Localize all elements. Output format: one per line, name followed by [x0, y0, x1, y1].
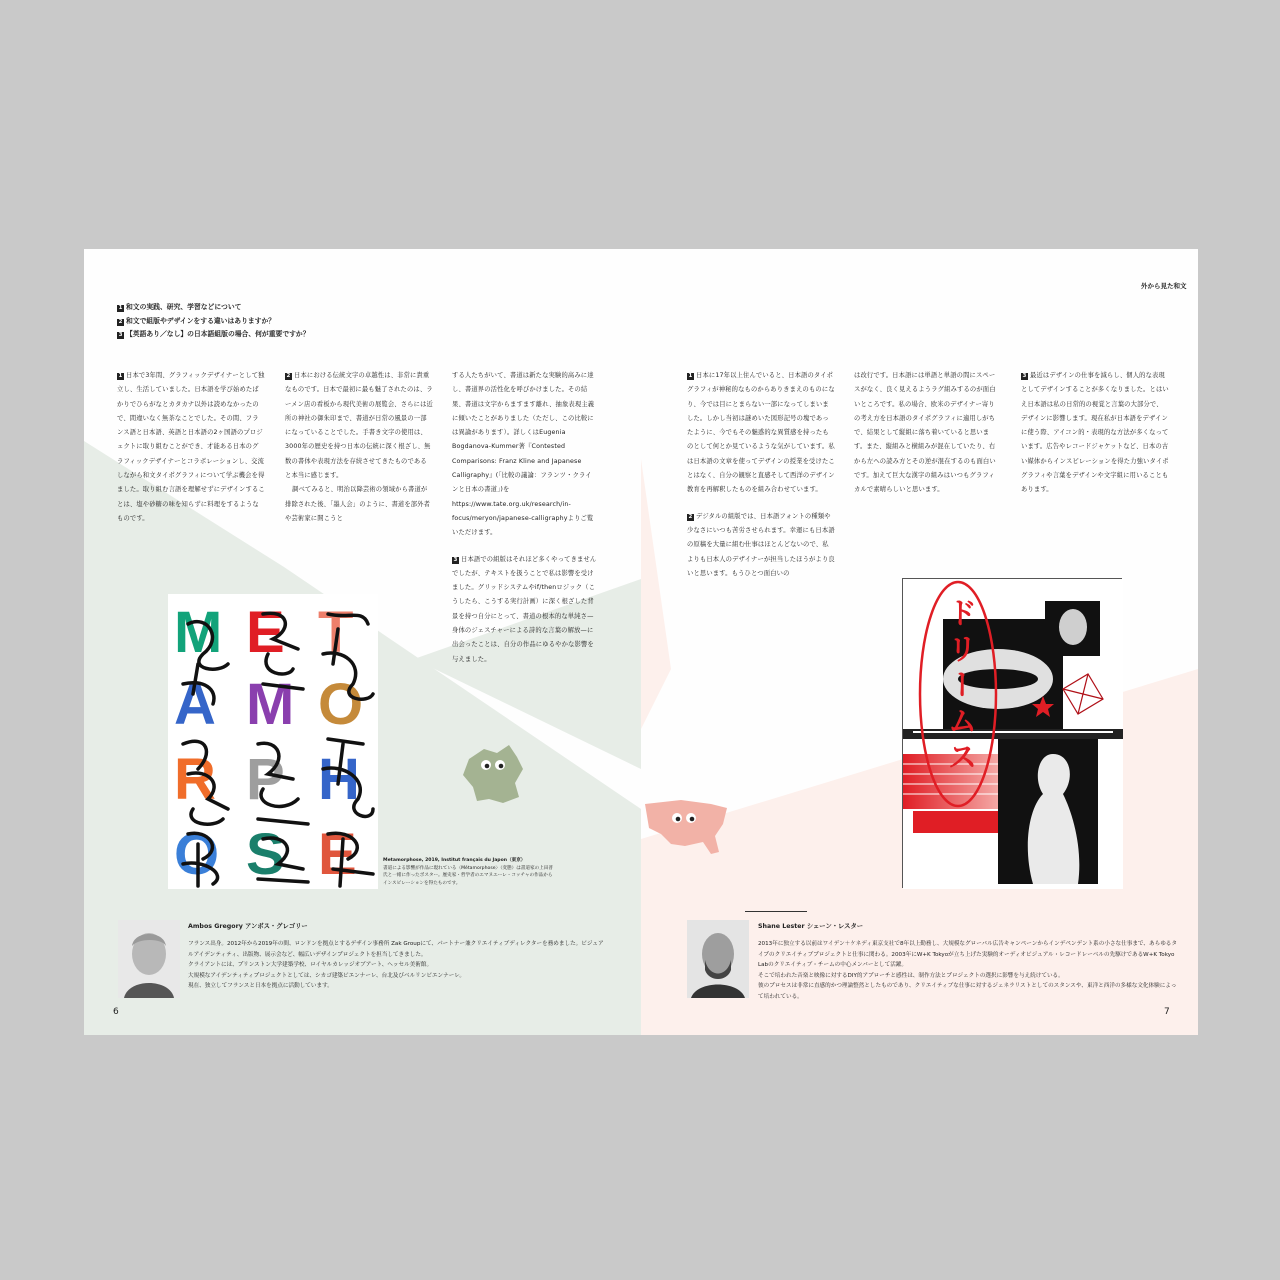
answer-text: 日本で3年間、グラフィックデザイナーとして独立し、生活していました。日本語を学び始めたばかりでひらがなとカタカナ以外は読めなかったので、間違いなく無茶なことでした。その間、フランス語と日本語、英語と日本語の2ヶ国語のプロジェクトに取り組むことができ、才能ある日本のグラフィックデザイナーとコラボレーションし、交流しながら和文タイポグラフィについて学ぶ機会を得ました。取り組む言語を理解せずにデザインすることは、塩や砂糖の味を知らずに料理をするようなものです。 [117, 372, 265, 522]
right-column-3: 3 最近はデザインの仕事を減らし、個人的な表現としてデザインすることが多くなりました。とはいえ日本語は私の日常的の視覚と言葉の大部分で、デザインに影響します。現在私が日本語をデザインに使う際、アイコン的・表現的な方法が多くなっています。広告やレコードジャケットなど、日本の古い媒体からインスピレーションを得た力強いタイポグラフィや言葉をデザインや文字組に用いることもあります。 [1021, 372, 1169, 494]
bio-line: 2013年に独立する以前はワイデン＋ケネディ東京支社で8年以上勤務し、大規模なグローバル広告キャンペーンからインデペンデント系の小さな仕事まで、あらゆるタイプのクリエイティブプロジェクトと仕事に関わる。2003年にW+K Tokyoが立ち上げた実験的オーディオビジュアル・レコードレーベルの先駆けであるW+K Tokyo Labのクリエイティブ・チームの中心メンバーとして活躍。 [758, 941, 1177, 969]
left-page [84, 249, 641, 1035]
question-1: 1 和文の実践、研究、学習などについて [118, 303, 242, 311]
page-number: 7 [1164, 1007, 1170, 1017]
avatar [118, 920, 180, 998]
answer-text: デジタルの組版では、日本語フォントの種類や少なさにいつも苦労させられます。幸運にも日本語の原稿を大量に組む仕事はほとんどないので、私よりも日本人のデザイナーが担当したほうがより良いと思います。もうひとつ面白いの [687, 512, 835, 577]
running-head: 外から見た和文 [1141, 282, 1187, 290]
poster-title: ドリームス [941, 597, 977, 777]
answer-text: 調べてみると、明治以降芸術の領域から書道が排除された後、「墨人会」のように、書道を部外者や芸術家に開こうと [285, 486, 431, 522]
answer-text: 日本における伝統文字の卓越性は、非常に貴重なものです。日本で最初に最も魅了されたのは、ラーメン店の看板から現代美術の展覧会、さらには近所の神社の御朱印まで、書道が日常の風景の一部になっていることでした。手書き文字の使用は、3000年の歴史を持つ日本の伝統に深く根ざし、無数の書体や表現方法を存続させてきたものであると本当に感じます。 [285, 372, 433, 480]
metamorphose-poster [168, 594, 378, 889]
poster-letter: M [174, 600, 223, 665]
poster-letter: E [318, 822, 357, 887]
left-column-3: する人たちがいて、書道は新たな実験的高みに達し、書道界の活性化を呼びかけました。その結果、書道は文字からますます離れ、抽象表現主義に傾いたことがありました（ただし、この比較には異論があります）。詳しくはEugenia Bogdanova-Kummer著『Contested Comparisons: Franz Kline and Japanese Calligraphy』(「比較の議論：フランツ・クラインと日本の書道」)をhttps://www.tate.org.uk/research/in-focus/meryon/japanese-calligraphyよりご覧いただけます。 3 日本語での組版はそれほど多くやってきませんでしたが、テキストを扱うことで私は影響を受けました。グリッドシステムやif/thenロジック（こうしたら、こうする実行計画）に深く根ざした背景を持つ自分にとって、書道の根本的な単純さ—身体のジェスチャーによる詩的な言葉の解放—に出会ったことは、自分の作品にゆるやかな影響を与えました。 [452, 369, 597, 667]
poster-letter: O [318, 672, 364, 737]
bio-line: 彼のプロセスは非常に直感的かつ理論整然としたものであり、クリエイティブな仕事に対するジェネラリストとしてのスタンスや、東洋と西洋の多様な文化体験によって培われている。 [758, 983, 1177, 1000]
page-number: 6 [113, 1007, 119, 1017]
poster-letter: E [246, 600, 285, 665]
bio-name: Ambos Gregory アンボス・グレゴリー [188, 923, 308, 930]
dreams-poster [902, 578, 1122, 888]
answer-text: する人たちがいて、書道は新たな実験的高みに達し、書道界の活性化を呼びかけました。その結果、書道は文字からますます離れ、抽象表現主義に傾いたことがありました（ただし、この比較には異論があります）。詳しくはEugenia Bogdanova-Kummer著『Contested Comparisons: Franz Kline and Japanese Calligraphy』(「比較の議論：フランツ・クラインと日本の書道」)をhttps://www.tate.org.uk/research/in-focus/meryon/japanese-calligraphyよりご覧いただけます。 [452, 372, 595, 537]
magazine-spread [84, 249, 1198, 1035]
poster-letter: R [174, 747, 216, 812]
caption-body: 書道による影響が作品に現れている〈Métamorphose〉（変態）は書道家の上田普氏と一緒に作ったポスター。歴史家・哲学者のエマヌエーレ・コッチャの作品からインスピレーションを得たものです。 [383, 865, 553, 886]
bio-name: Shane Lester シェーン・レスター [758, 923, 864, 930]
bio-line: フランス出身。2012年から2019年の間、ロンドンを拠点とするデザイン事務所 Zak Groupにて、パートナー兼クリエイティブディレクターを務めました。ビジュアルアイデンティティ、出版物、展示会など、幅広いデザインプロジェクトを担当してきました。 [188, 941, 604, 958]
right-column-1: 1 日本に17年以上住んでいると、日本語のタイポグラフィが神秘的なものからありきまえのものになり、今では目にとまらない一部になってしまいました。しかし当初は謎めいた図形記号の塊であったように、今でもその魅惑的な異質感を持ったものとして何とか見ているような気がしています。私は日本語の文章を使ってデザインの授業を受けたことはなく、自分の観察と直感そして西洋のデザイン教育を再解釈したものを組み合わせています。 2 デジタルの組版では、日本語フォントの種類や少なさにいつも苦労させられます。幸運にも日本語の原稿を大量に組む仕事はほとんどないので、私よりも日本人のデザイナーが担当したほうがより良いと思います。もうひとつ面白いの [687, 372, 835, 577]
bio-text [188, 939, 608, 992]
answer-text: は改行です。日本語には単語と単語の間にスペースがなく、良く見えるようラグ組みするのが面白いところです。私の場合、欧米のデザイナー寄りの考え方を日本語のタイポグラフィに適用しがちで、結果として縦組に落ち着いていると思います。また、縦組みと横組みが混在していたり、右から左への読み方とその逆が混在するのも面白いです。加えて巨大な漢字の組みはいつもグラフィカルで素晴らしいと思います。 [854, 372, 996, 494]
poster-letter: M [246, 672, 295, 737]
right-page [641, 249, 1198, 1035]
bio-text [758, 939, 1178, 1003]
question-2: 2 和文で組版やデザインをする違いはありますか？ [118, 316, 276, 325]
poster-caption [383, 857, 553, 887]
poster-letter: P [246, 747, 285, 812]
left-column-2: 2 日本における伝統文字の卓越性は、非常に貴重なものです。日本で最初に最も魅了されたのは、ラーメン店の看板から現代美術の展覧会、さらには近所の神社の御朱印まで、書道が日常の風景の一部になっていることでした。手書き文字の使用は、3000年の歴史を持つ日本の伝統に深く根ざし、無数の書体や表現方法を存続させてきたものであると本当に感じます。 調べてみると、明治以降芸術の領域から書道が排除された後、「墨人会」のように、書道を部外者や芸術家に開こうと [285, 369, 433, 526]
poster-letter: A [174, 672, 216, 737]
answer-text: 日本に17年以上住んでいると、日本語のタイポグラフィが神秘的なものからありきまえのものになり、今では目にとまらない一部になってしまいました。しかし当初は謎めいた図形記号の塊であったように、今でもその魅惑的な異質感を持ったものとして何とか見ているような気がしています。私は日本語の文章を使ってデザインの授業を受けたことはなく、自分の観察と直感そして西洋のデザイン教育を再解釈したものを組み合わせています。 [687, 372, 835, 494]
dreams-poster-art [903, 579, 1123, 889]
question-3: 3 【英語あり／なし】の日本語組版の場合、何が重要ですか？ [118, 330, 310, 338]
answer-text: 日本語での組版はそれほど多くやってきませんでしたが、テキストを扱うことで私は影響を受けました。グリッドシステムやif/thenロジック（こうしたら、こうする実行計画）に深く根ざした背景を持つ自分にとって、書道の根本的な単純さ—身体のジェスチャーによる詩的な言葉の解放—に出会ったことは、自分の作品にゆるやかな影響を与えました。 [452, 555, 597, 663]
bio-line: 現在、独立してフランスと日本を拠点に活動しています。 [188, 983, 333, 990]
france-map-icon [459, 739, 529, 809]
poster-letter: O [174, 822, 220, 887]
bio-line: そこで培われた音楽と映像に対するDIY的アプローチと感性は、制作方法とプロジェクトの選択に影響を与え続けている。 [758, 972, 1064, 979]
right-column-2 [854, 369, 999, 498]
avatar [687, 920, 749, 998]
poster-letter: H [318, 747, 360, 812]
metamorphose-poster-art [168, 594, 378, 889]
caption-title: Metamorphose, 2019, Institut français du Japon（東京） [383, 858, 526, 863]
bio-divider [745, 911, 807, 912]
usa-map-icon [641, 794, 731, 864]
bio-line: クライアントには、プリンストン大学建築学校、ロイヤルカレッジオブアート、ヘッセル美術館。 [188, 962, 433, 969]
poster-letter: T [318, 600, 354, 665]
left-column-1: 1 日本で3年間、グラフィックデザイナーとして独立し、生活していました。日本語を学び始めたばかりでひらがなとカタカナ以外は読めなかったので、間違いなく無茶なことでした。その間、フランス語と日本語、英語と日本語の2ヶ国語のプロジェクトに取り組むことができ、才能ある日本のグラフィックデザイナーとコラボレーションし、交流しながら和文タイポグラフィについて学ぶ機会を得ました。取り組む言語を理解せずにデザインすることは、塩や砂糖の味を知らずに料理をするようなものです。 [117, 372, 265, 522]
poster-letter: S [246, 822, 285, 887]
bio-line: 大規模なアイデンティティプロジェクトとしては、シカゴ建築ビエンナーレ、台北及びベルリンビエンナーレ。 [188, 972, 465, 979]
answer-text: 最近はデザインの仕事を減らし、個人的な表現としてデザインすることが多くなりました。とはいえ日本語は私の日常的の視覚と言葉の大部分で、デザインに影響します。現在私が日本語をデザインに使う際、アイコン的・表現的な方法が多くなっています。広告やレコードジャケットなど、日本の古い媒体からインスピレーションを得た力強いタイポグラフィや言葉をデザインや文字組に用いることもあります。 [1021, 372, 1169, 494]
question-list [117, 301, 437, 342]
